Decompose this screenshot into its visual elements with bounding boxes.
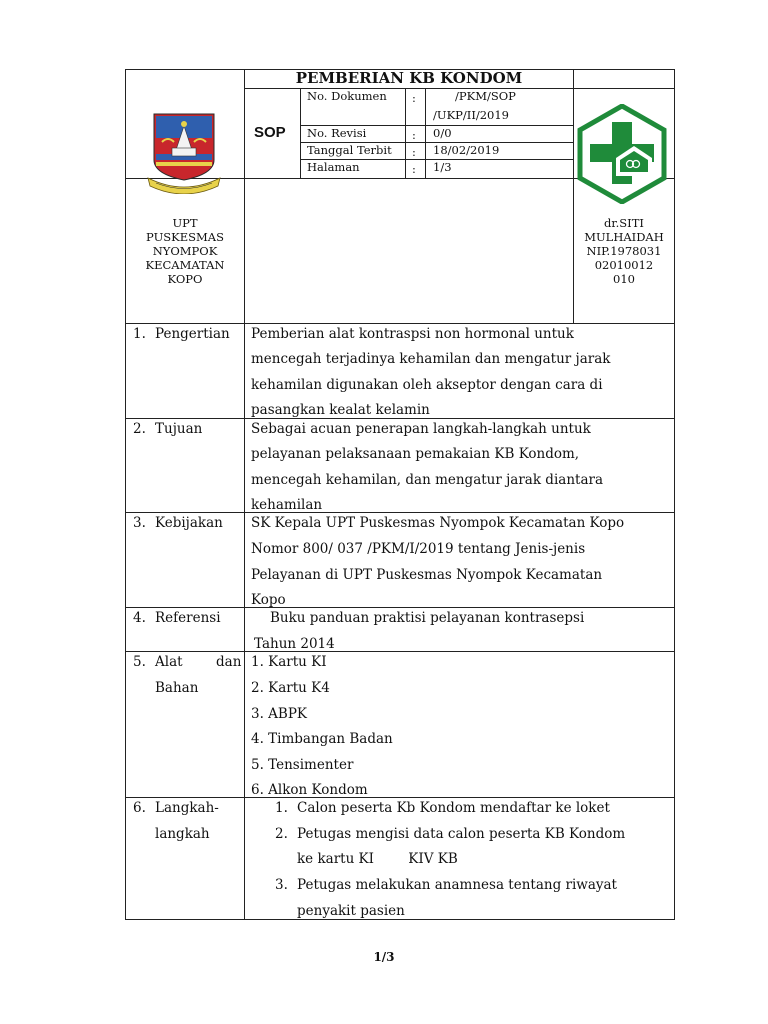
step-number: 3. [275,877,288,893]
section-label-langkah: Langkah- [155,800,219,816]
list-item: 2. Kartu K4 [251,680,330,696]
section-label-alat: Alat [155,654,183,670]
list-item: 3. ABPK [251,706,308,722]
page-number: 1/3 [373,950,395,964]
row-label-tanggal-terbit: Tanggal Terbit [307,143,392,157]
list-item: 6. Alkon Kondom [251,782,368,798]
section-label-bahan: Bahan [155,680,199,696]
sign-line: 010 [613,272,635,286]
section-label-referensi: Referensi [155,610,221,626]
row-value-tanggal-terbit: 18/02/2019 [433,143,500,157]
sign-line: 02010012 [594,258,654,272]
row-value-halaman: 1/3 [433,160,452,174]
section-label-tujuan: Tujuan [155,421,203,437]
row-value-no-revisi: 0/0 [433,126,452,140]
row-colon-1: : [412,91,416,105]
row-colon-2: : [412,128,416,142]
list-item: 5. Tensimenter [251,757,354,773]
org-line: PUSKESMAS [146,230,224,244]
sign-line: MULHAIDAH [584,230,664,244]
org-line: NYOMPOK [152,244,218,258]
step-text-line: Calon peserta Kb Kondom mendaftar ke loket [297,800,610,816]
section-text-line: Kopo [251,592,286,608]
sign-line: dr.SITI [604,216,644,230]
section-text-line: kehamilan digunakan oleh akseptor dengan cara di [251,377,603,393]
step-text-line: Petugas mengisi data calon peserta KB Kondom [297,826,626,842]
sop-label: SOP [254,124,286,141]
section-text-line: Pemberian alat kontraspsi non hormonal untuk [251,326,574,342]
section-label-dan: dan [216,654,242,670]
section-text-line: Sebagai acuan penerapan langkah-langkah untuk [251,421,591,437]
section-text-line: Tahun 2014 [254,636,335,652]
section-number: 6. [133,800,146,816]
section-text-line: kehamilan [251,497,323,513]
document-title: PEMBERIAN KB KONDOM [295,69,523,87]
organization-name [126,216,244,286]
section-number: 4. [133,610,146,626]
table-border-left [125,69,126,920]
section-number: 1. [133,326,146,342]
section-text-line: SK Kepala UPT Puskesmas Nyompok Kecamatan Kopo [251,515,625,531]
section-text-line: Pelayanan di UPT Puskesmas Nyompok Kecamatan [251,567,603,583]
row-value-no-dokumen-2: /UKP/II/2019 [433,108,509,122]
section-number: 5. [133,654,146,670]
step-number: 1. [275,800,288,816]
section-text-line: Nomor 800/ 037 /PKM/I/2019 tentang Jenis-jenis [251,541,586,557]
section-text-line: mencegah kehamilan, dan mengatur jarak diantara [251,472,603,488]
row-label-no-revisi: No. Revisi [307,126,367,140]
section-number: 2. [133,421,146,437]
puskesmas-logo-icon [576,104,668,204]
step-text-line: penyakit pasien [297,903,405,919]
org-line: KECAMATAN [145,258,225,272]
sign-line: NIP.1978031 [586,244,662,258]
row-colon-4: : [412,162,416,176]
step-text-line: Petugas melakukan anamnesa tentang riwayat [297,877,617,893]
org-line: UPT [172,216,198,230]
regency-coat-of-arms-icon [146,110,222,194]
section-number: 3. [133,515,146,531]
section-label-langkah-2: langkah [155,826,210,842]
table-border-right [674,69,675,920]
column-divider [244,69,245,919]
section-label-pengertian: Pengertian [155,326,230,342]
list-item: 4. Timbangan Badan [251,731,393,747]
section-label-kebijakan: Kebijakan [155,515,223,531]
section-text-line: pelayanan pelaksanaan pemakaian KB Kondom, [251,446,580,462]
label-divider [405,88,406,178]
step-text-line: ke kartu KI KIV KB [297,851,458,867]
row-label-halaman: Halaman [307,160,360,174]
sop-divider [300,88,301,178]
list-item: 1. Kartu KI [251,654,327,670]
section-line-4 [125,651,675,652]
step-number: 2. [275,826,288,842]
colon-divider [425,88,426,178]
row-label-no-dokumen: No. Dokumen [307,89,387,103]
section-text-line: Buku panduan praktisi pelayanan kontrasepsi [270,610,585,626]
section-text-line: mencegah terjadinya kehamilan dan mengatur jarak [251,351,611,367]
row-value-no-dokumen-1: /PKM/SOP [455,89,516,103]
section-text-line: pasangkan kealat kelamin [251,402,430,418]
row-colon-3: : [412,145,416,159]
head-signature [574,216,674,286]
org-line: KOPO [167,272,203,286]
